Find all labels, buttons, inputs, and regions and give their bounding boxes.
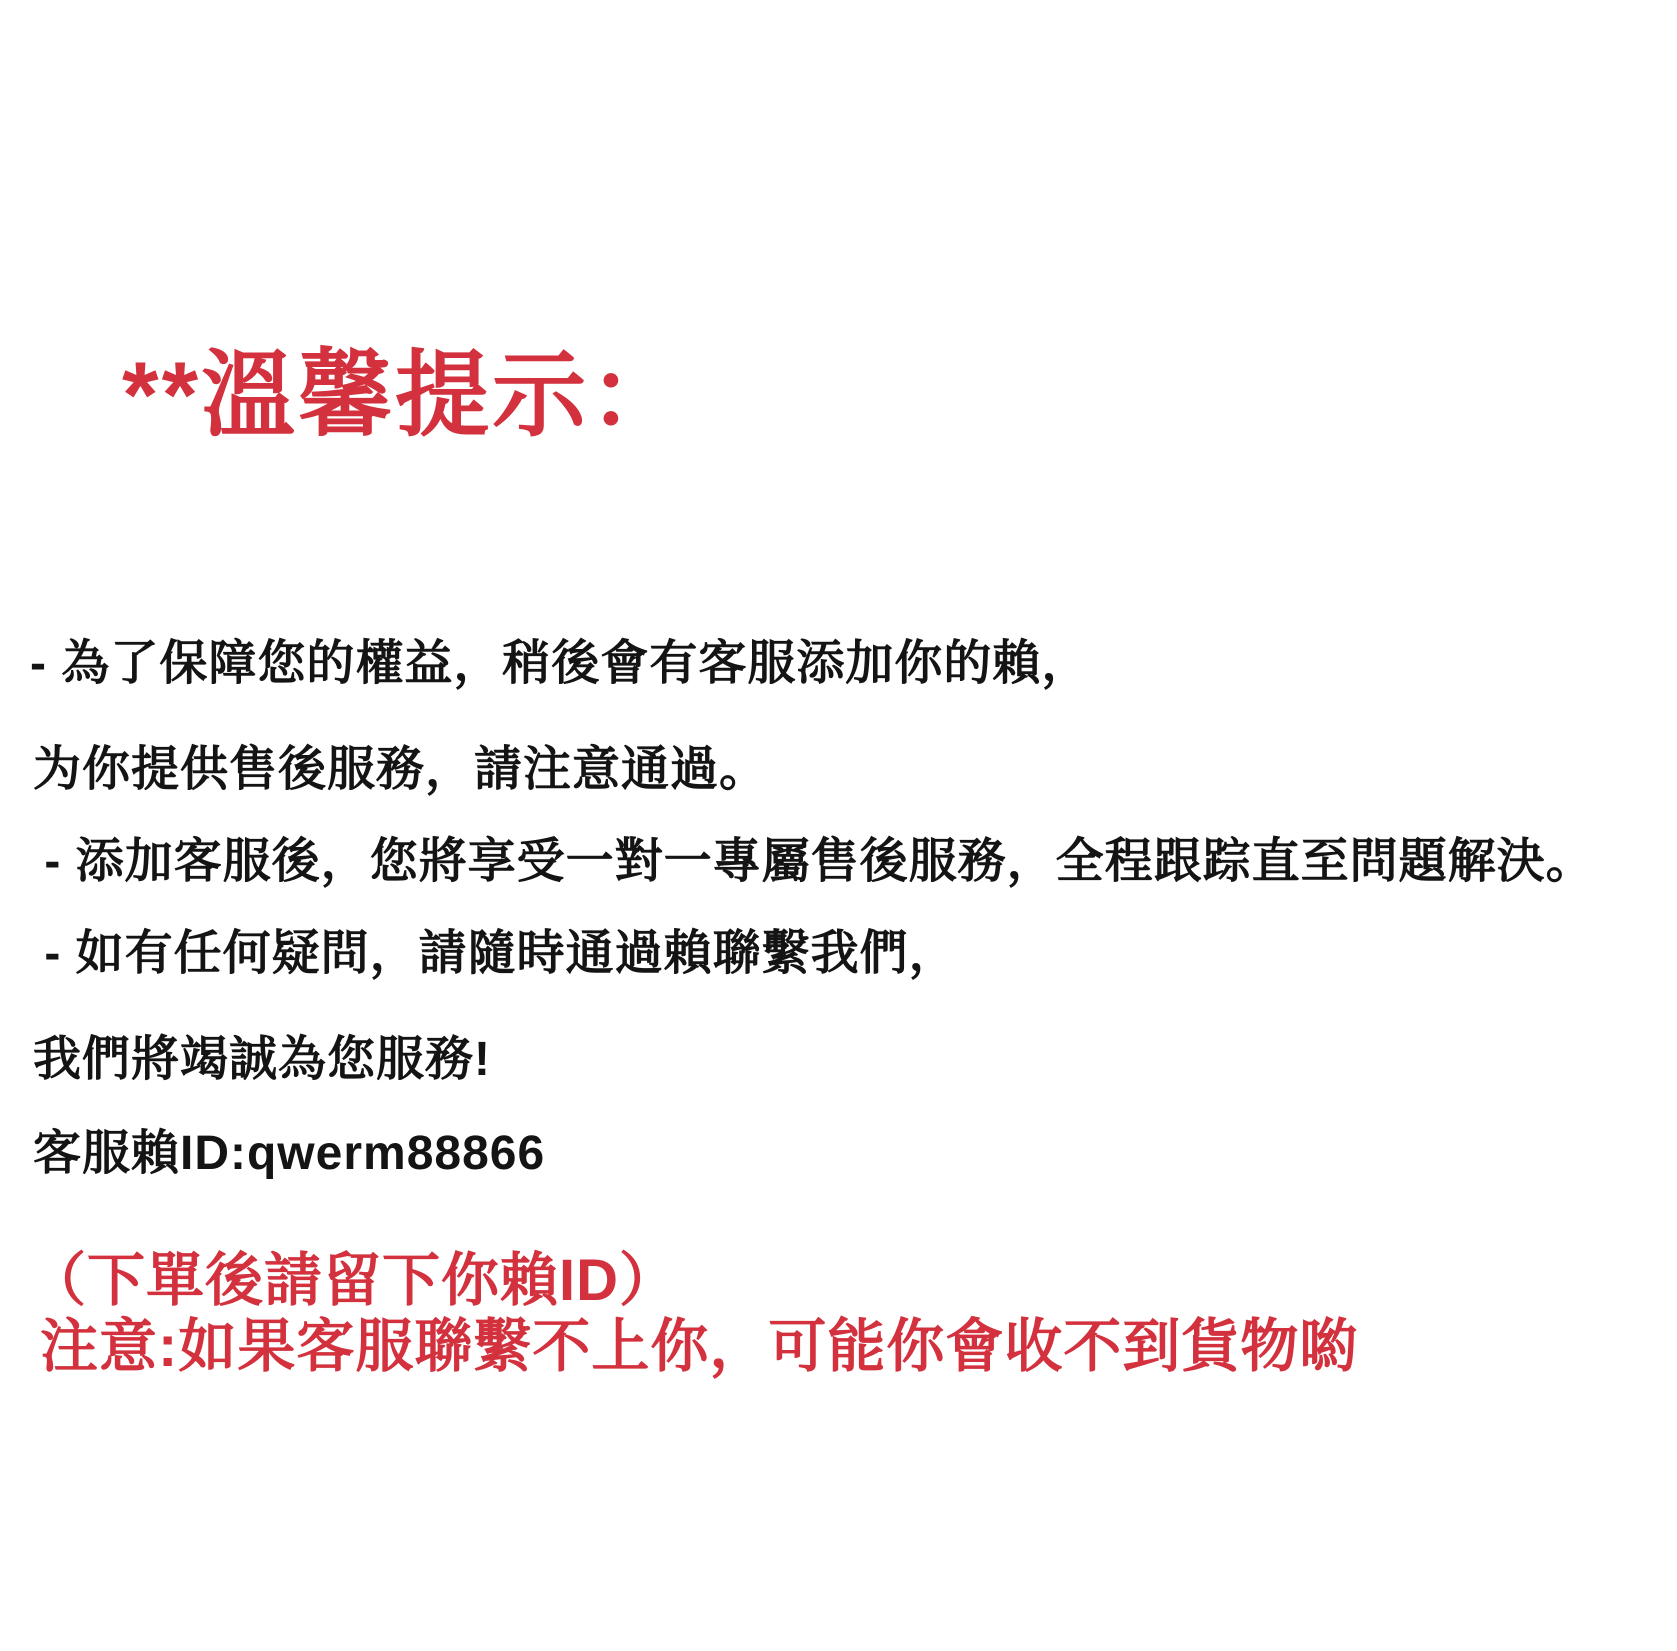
footer-warning-line-1: （下單後請留下你賴ID） (28, 1248, 679, 1313)
customer-service-id-line: 客服賴ID:qwerm88866 (33, 1127, 546, 1180)
notice-body-line-4: - 如有任何疑問，請隨時通過賴聯繫我們， (30, 927, 958, 980)
notice-body-line-1: - 為了保障您的權益，稍後會有客服添加你的賴， (30, 637, 1091, 690)
notice-body-line-5: 我們將竭誠為您服務! (33, 1033, 491, 1086)
footer-warning-line-2: 注意:如果客服聯繫不上你，可能你會收不到貨物喲 (40, 1314, 1359, 1379)
notice-title: **溫馨提示： (122, 342, 687, 447)
notice-body-line-3: - 添加客服後，您將享受一對一專屬售後服務，全程跟踪直至問題解決。 (30, 835, 1595, 888)
notice-body-line-2: 为你提供售後服務，請注意通過。 (33, 743, 769, 796)
